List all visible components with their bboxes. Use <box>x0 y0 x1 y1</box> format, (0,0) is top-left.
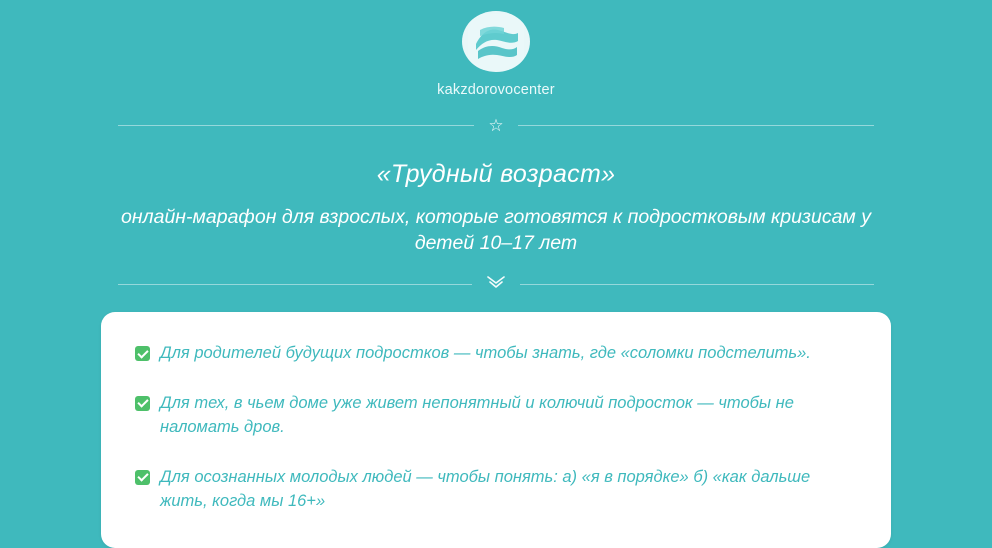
list-item <box>135 466 857 514</box>
avatar[interactable] <box>462 11 530 72</box>
chevron-double-down-icon <box>486 276 506 292</box>
audience-card <box>101 312 891 548</box>
list-item-label: Для осознанных молодых людей — чтобы понять: а) «я в порядке» б) «как дальше жить, когда мы 16+» <box>160 467 811 510</box>
page-title: «Трудный возраст» <box>376 160 616 189</box>
divider-rule-right-2 <box>520 284 874 285</box>
divider-chevron <box>118 276 874 292</box>
star-outline-icon: ☆ <box>488 116 504 136</box>
divider-rule-left <box>118 125 474 126</box>
list-item-label: Для родителей будущих подростков — чтобы знать, где «соломки подстелить». <box>160 344 811 362</box>
list-item <box>135 342 857 366</box>
list-item-label: Для тех, в чьем доме уже живет непонятный и колючий подросток — чтобы не наломать дров. <box>160 393 794 436</box>
brush-stroke-logo-icon <box>468 14 524 70</box>
check-icon <box>135 470 150 485</box>
account-name: kakzdorovocenter <box>437 82 555 99</box>
divider-rule-left-2 <box>118 284 472 285</box>
list-item <box>135 392 857 440</box>
divider-star <box>118 117 874 134</box>
check-icon <box>135 396 150 411</box>
divider-rule-right <box>518 125 874 126</box>
check-icon <box>135 346 150 361</box>
page-subtitle: онлайн-марафон для взрослых, которые готовятся к подростковым кризисам у детей 10–17 лет <box>121 206 871 254</box>
